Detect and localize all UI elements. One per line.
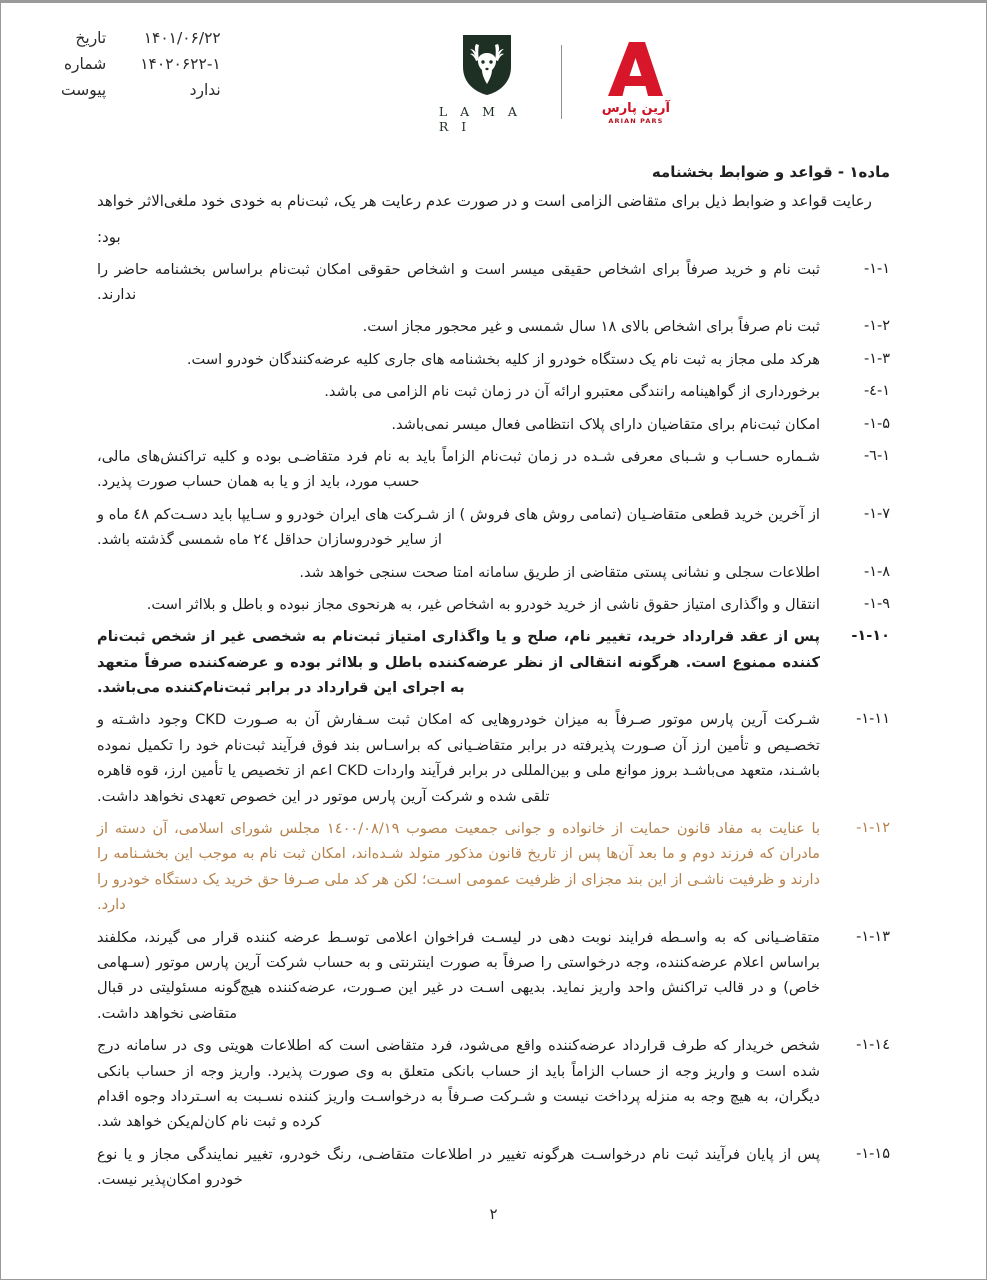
- clause-number: ۱-۸-: [863, 563, 890, 580]
- document-body: [97, 163, 890, 1199]
- clause-number: ۱-۷-: [863, 505, 890, 522]
- clause-text: برخورداری از گواهینامه رانندگی معتبرو ارائه آن در زمان ثبت نام الزامی می باشد.: [324, 383, 820, 401]
- clause-item: [97, 347, 890, 372]
- clause-item: [97, 379, 890, 404]
- clause-item: [97, 592, 890, 617]
- clause-item: [97, 314, 890, 339]
- section-title: ماده۱ - قواعد و ضوابط بخشنامه: [651, 163, 890, 181]
- clause-text: از آخرین خرید قطعی متقاضـیان (تمامی روش های فروش ) از شـرکت های ایران خودرو و سـایپا باید دسـت‌کم ٤۸ ماه و از سایر خودروسازان حداقل ۲٤ ماه شمسی گذشته باشد.: [97, 505, 820, 549]
- clause-item: [97, 707, 890, 809]
- clause-number: ۱-۳-: [863, 350, 890, 367]
- clause-item: [97, 1142, 890, 1193]
- clause-number: ۱-۱۵-: [856, 1145, 890, 1162]
- arian-name-en: ARIAN PARS: [608, 117, 664, 125]
- clause-item: [97, 925, 890, 1027]
- clause-text: شـرکت آرین پارس موتور صـرفاً به میزان خودروهایی که امکان ثبت سـفارش آن به صـورت CKD وجود داشـته و تخصـیص و تأمین ارز آن صـورت پذیرفته در برابر متقاضـیانی که براسـاس بند فوق فرآیند ثبت‌نام خود را تکمیل نموده باشـند، متعهد می‌باشـد بروز موانع ملی و بین‌المللی در برابر فرآیند واردات CKD اعم از تخصیص یا تأمین ارز، قوه قاهره تلقی شده و شرکت آرین پارس موتور در این خصوص تعهدی نخواهد داشت.: [97, 711, 821, 805]
- lamari-wordmark: L A M A R I: [438, 104, 522, 134]
- meta-label-number: شماره: [63, 55, 107, 73]
- clause-number: ۱-۱٤-: [856, 1037, 890, 1054]
- clause-text: متقاضـیانی که به واسـطه فرایند نوبت دهی در لیسـت فراخوان اعلامی توسـط عرضه کننده قرار می گیرند، مکلفند براساس اعلام عرضه‌کننده، وجه درخواستی را صرفاً به صورت اینترنتی و به حساب شرکت آرین پارس موتور (سـهامی خاص) و در قالب تراکنش واحد واریز نماید. بدیهی اسـت در غیر این صـورت، عرضه‌کننده هیچ‌گونه مسئولیتی در قبال متقاضی نخواهد داشت.: [97, 928, 820, 1022]
- arian-name-fa: آرین پارس: [601, 101, 670, 116]
- clause-number: ۱-۵-: [863, 415, 890, 432]
- clause-item: [97, 624, 890, 700]
- intro-paragraph-end: بود:: [97, 227, 121, 246]
- clause-item: [97, 816, 890, 918]
- clause-number: ۱-٤-: [863, 383, 890, 400]
- document-header: [1, 29, 986, 149]
- clause-item: [97, 502, 890, 553]
- document-meta: [61, 29, 221, 99]
- arian-pars-logo: [584, 38, 688, 125]
- clause-text: انتقال و واگذاری امتیاز حقوق ناشی از خرید خودرو به اشخاص غیر، به هرنحوی مجاز نبوده و باطل و بلااثر است.: [146, 595, 820, 613]
- clause-item: [97, 257, 890, 308]
- page-number: ۲: [489, 1205, 498, 1223]
- clause-number: ۱-۱۳-: [856, 928, 890, 945]
- clause-number: ۱-۱۰-: [851, 628, 890, 645]
- clause-number: ۱-۱۱-: [856, 711, 890, 728]
- clause-number: ۱-۱۲-: [856, 820, 890, 837]
- clause-text: هرکد ملی مجاز به ثبت نام یک دستگاه خودرو از کلیه بخشنامه های جاری کلیه عرضه‌کنندگان خودرو است.: [186, 350, 820, 368]
- clause-text: پس از پایان فرآیند ثبت نام درخواسـت هرگونه تغییر در اطلاعات متقاضـی، رنگ خودرو، تغییر نمایندگی مجاز و یا نوع خودرو امکان‌پذیر نیست.: [97, 1145, 820, 1189]
- brand-logos: [435, 29, 688, 134]
- clause-number: ۱-۲-: [863, 318, 890, 335]
- clause-text: شـماره حسـاب و شـبای معرفی شـده در زمان ثبت‌نام الزاماً باید به نام فرد متقاضـی بوده و کلیه تراکنش‌های مالی، حسب مورد، باید از و یا به همان حساب صورت پذیرد.: [97, 447, 820, 491]
- clause-number: ۱-۹-: [863, 595, 890, 612]
- clause-item: [97, 1033, 890, 1135]
- meta-value-number: ۱۴۰۲۰۶۲۲-۱: [140, 55, 221, 73]
- clause-text: شخص خریدار که طرف قرارداد عرضه‌کننده واقع می‌شود، فرد متقاضی است که اطلاعات هویتی وی در سامانه درج شده است و واریز وجه از حساب الزاماً باید از حساب بانکی متعلق به وی صورت پذیرد. واریز وجه از حساب بانکی دیگران، به هیچ وجه به منزله پرداخت نیست و شـرکت صـرفاً به درخواسـت واریز کننده نسـبت به اسـترداد وجوه اقدام کرده و ثبت نام کان‌لم‌یکن خواهد شد.: [97, 1037, 820, 1131]
- deer-shield-icon: [459, 29, 515, 97]
- meta-label-date: تاریخ: [75, 29, 107, 47]
- clause-text: ثبت نام و خرید صرفاً برای اشخاص حقیقی میسر است و اشخاص حقوقی امکان ثبت‌نام براساس بخشنامه حاضر را ندارند.: [97, 260, 820, 303]
- clause-text: اطلاعات سجلی و نشانی پستی متقاضی از طریق سامانه امتا صحت سنجی خواهد شد.: [299, 563, 820, 581]
- clause-text: ثبت نام صرفاً برای اشخاص بالای ۱۸ سال شمسی و غیر محجور مجاز است.: [362, 318, 820, 336]
- logo-divider: [561, 45, 562, 119]
- lamari-logo: [435, 29, 539, 134]
- clause-item: [97, 444, 890, 495]
- clause-text: با عنایت به مفاد قانون حمایت از خانواده و جوانی جمعیت مصوب ۱٤۰۰/۰۸/۱۹ مجلس شورای اسلامی، آن دسته از مادران که فرزند دوم و ما بعد آن‌ها پس از تاریخ قانون مذکور متولد شـده‌اند، امکان ثبت نام به موجب این بخشـنامه را دارند و ظرفیت ناشـی از این بند مجزای از ظرفیت عمومی اسـت؛ لکن هر کد ملی صـرفا حق خرید یک دستگاه خودرو را دارد.: [97, 820, 821, 914]
- arian-a-icon: [605, 38, 667, 100]
- clause-number: ۱-۱-: [863, 260, 890, 277]
- meta-value-date: ۱۴۰۱/۰۶/۲۲: [143, 29, 221, 47]
- clause-text: امکان ثبت‌نام برای متقاضیان دارای پلاک انتظامی فعال میسر نمی‌باشد.: [391, 415, 820, 433]
- clause-list: [97, 257, 890, 1193]
- meta-value-attachment: ندارد: [189, 81, 221, 99]
- clause-item: [97, 560, 890, 585]
- intro-paragraph: رعایت قواعد و ضوابط ذیل برای متقاضی الزامی است و در صورت عدم رعایت هر یک، ثبت‌نام به خودی خود ملغی‌الاثر خواهد: [97, 192, 872, 210]
- meta-label-attachment: پیوست: [61, 81, 107, 99]
- clause-number: ۱-٦-: [863, 447, 890, 464]
- clause-item: [97, 412, 890, 437]
- clause-text: پس از عقد قرارداد خرید، تغییر نام، صلح و یا واگذاری امتیاز ثبت‌نام به شخصی غیر از شخص ثبت‌نام کننده ممنوع است. هرگونه انتقالی از نظر عرضه‌کننده باطل و بلااثر بوده و عرضه‌کننده صرفاً متعهد به اجرای این قرارداد در برابر ثبت‌نام‌کننده می‌باشد.: [97, 628, 820, 697]
